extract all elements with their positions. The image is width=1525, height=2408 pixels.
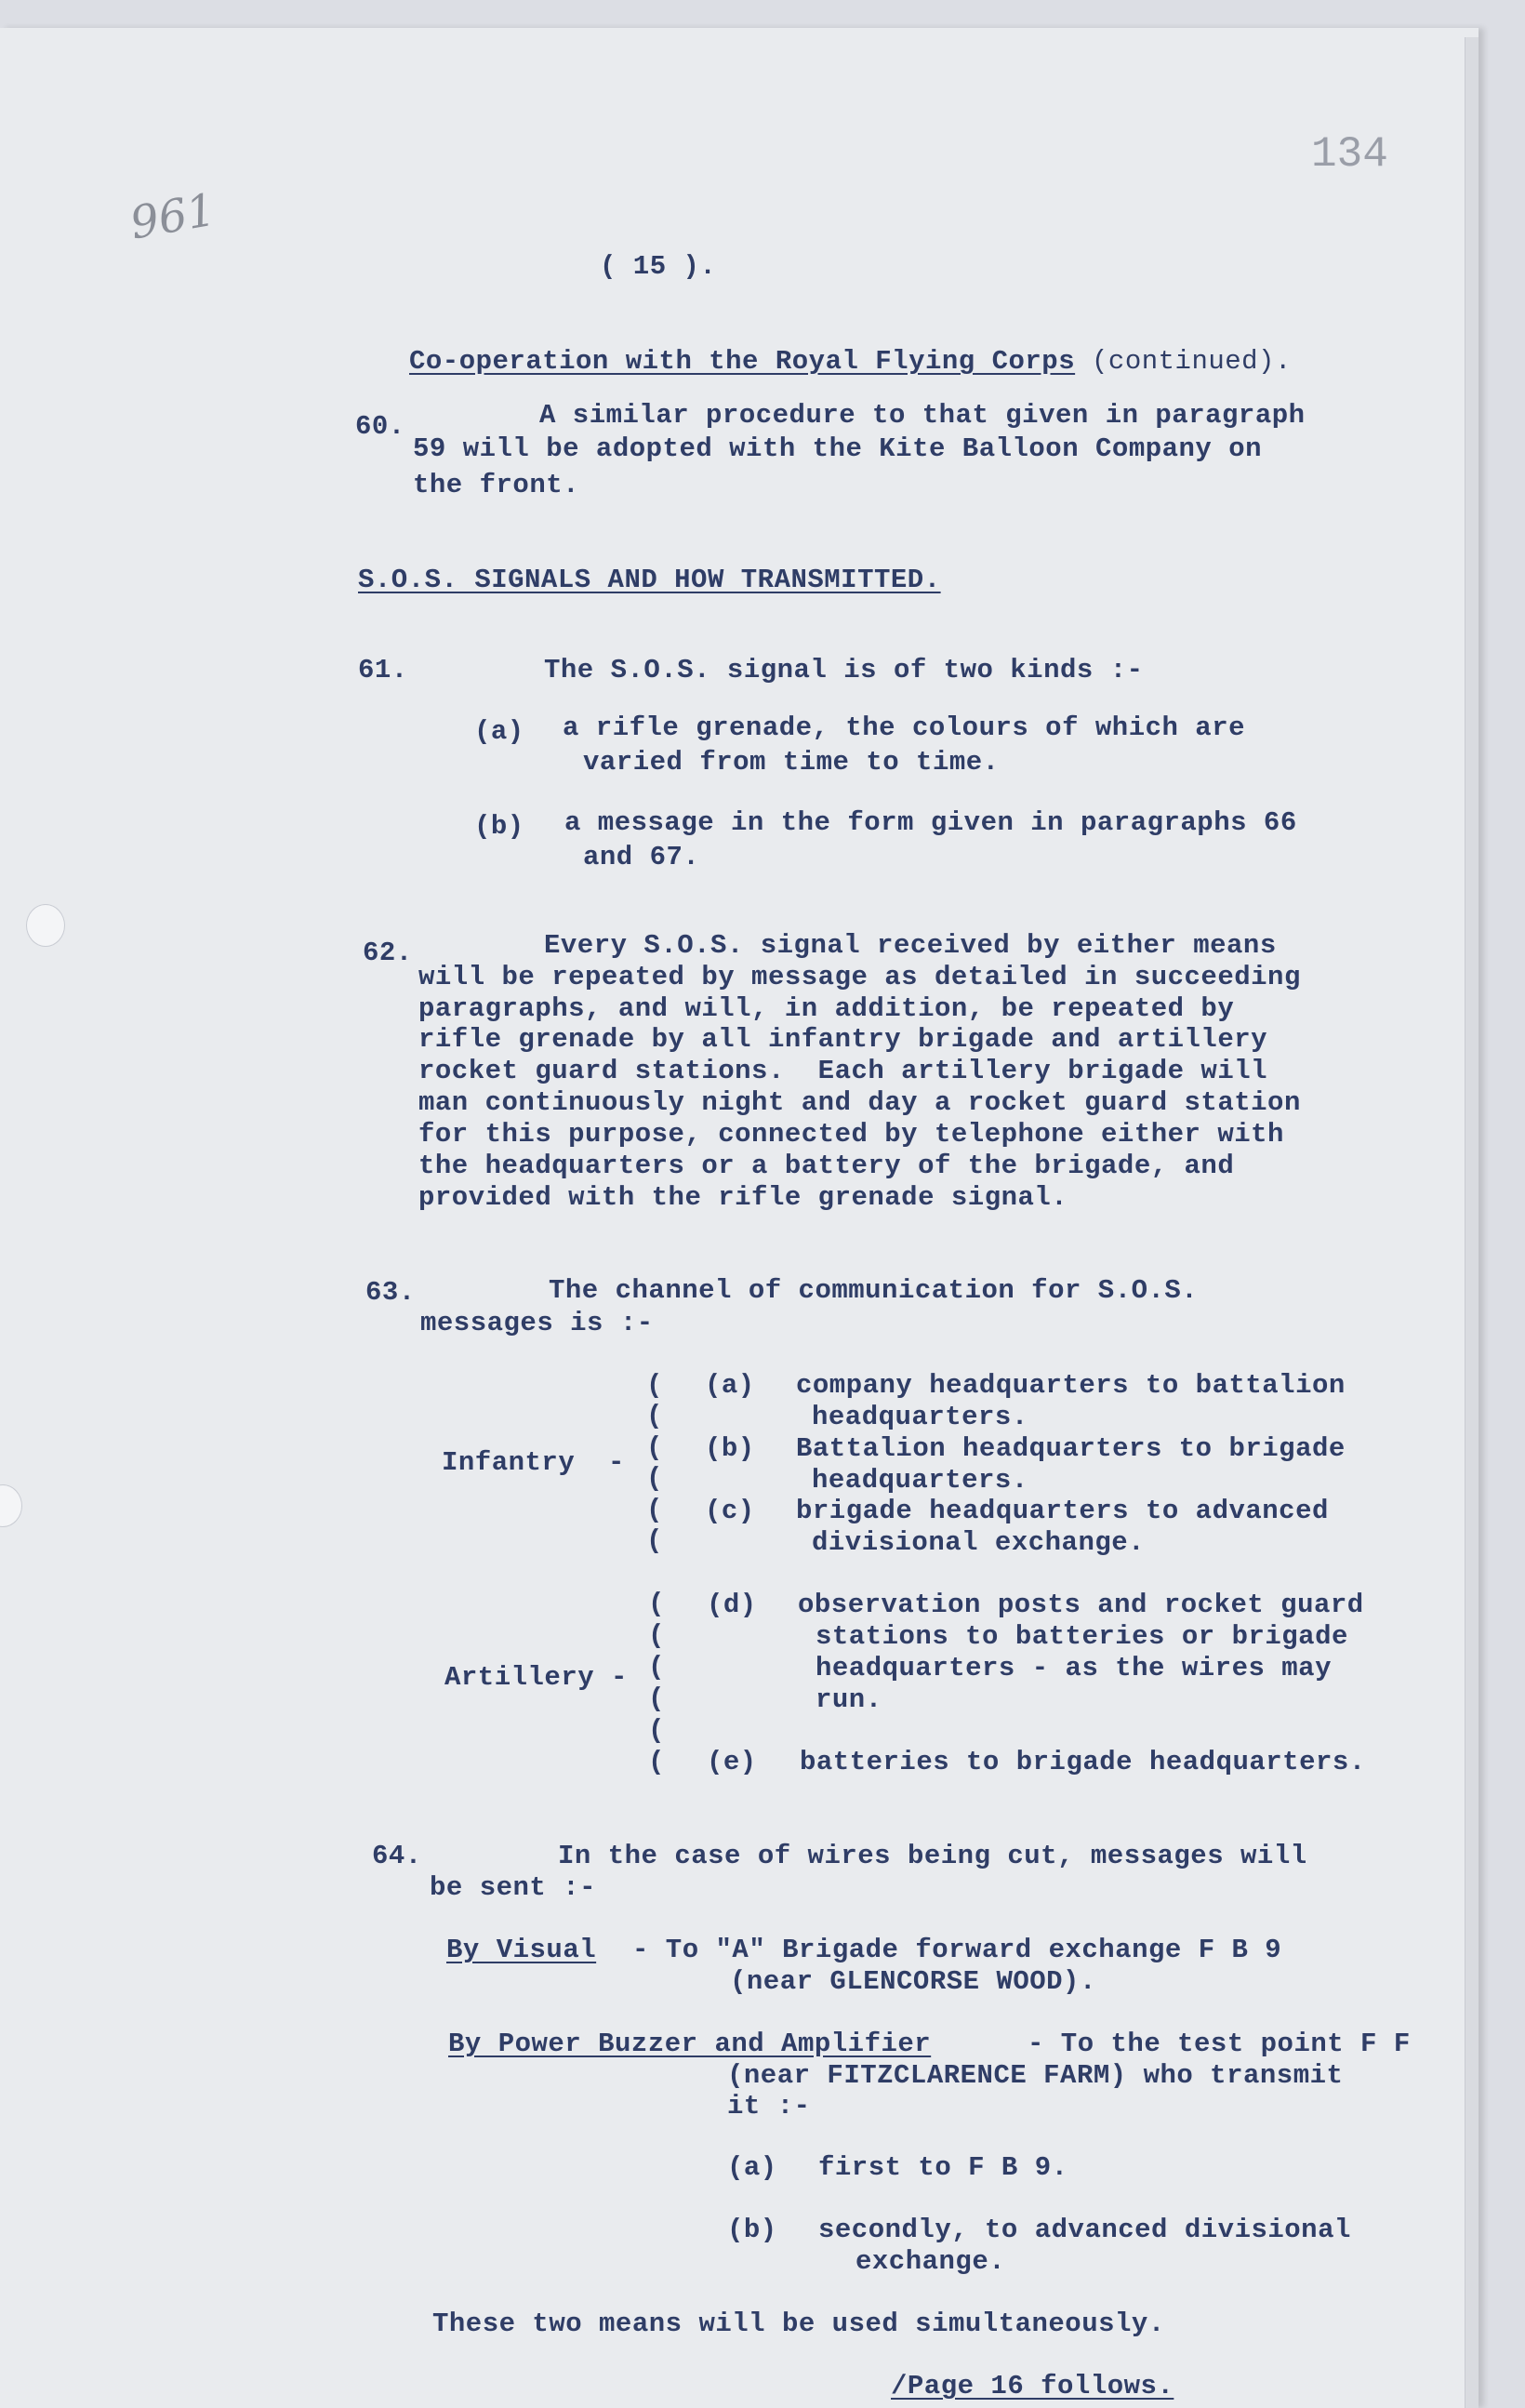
para64-line: In the case of wires being cut, messages will: [558, 1841, 1307, 1871]
para62-line: man continuously night and day a rocket guard station: [418, 1087, 1301, 1118]
brace-paren: (: [648, 1652, 665, 1683]
by-visual-label: By Visual: [446, 1935, 597, 1965]
brace-paren: (: [646, 1370, 663, 1401]
para63-item-label: (c): [705, 1496, 755, 1526]
para63-line: messages is :-: [420, 1308, 654, 1338]
by-buzzer-label: By Power Buzzer and Amplifier: [448, 2029, 932, 2059]
para64-closing: These two means will be used simultaneously.: [432, 2308, 1165, 2339]
sos-heading: S.O.S. SIGNALS AND HOW TRANSMITTED.: [358, 565, 941, 595]
para62-line: will be repeated by message as detailed in succeeding: [418, 962, 1301, 992]
para61-item-line: and 67.: [583, 842, 700, 872]
sheet-edge: [1465, 37, 1479, 2408]
para62-line: paragraphs, and will, in addition, be repeated by: [418, 993, 1235, 1024]
para61-item-line: a rifle grenade, the colours of which are: [563, 712, 1246, 743]
para64-item-label: (b): [727, 2215, 777, 2245]
para63-item-line: headquarters.: [812, 1402, 1028, 1432]
para63-number: 63.: [365, 1277, 416, 1308]
para63-item-line: brigade headquarters to advanced: [796, 1496, 1329, 1526]
brace-paren: (: [648, 1747, 665, 1777]
para63-item-label: (a): [705, 1370, 755, 1401]
para61-item-line: a message in the form given in paragraphs 66: [564, 807, 1297, 838]
brace-paren: (: [646, 1401, 663, 1431]
para64-item-label: (a): [727, 2152, 777, 2183]
para60-line: A similar procedure to that given in paragraph: [539, 400, 1306, 431]
para62-line: for this purpose, connected by telephone either with: [418, 1119, 1284, 1150]
by-buzzer-text: (near FITZCLARENCE FARM) who transmit: [727, 2060, 1344, 2091]
para64-number: 64.: [372, 1841, 422, 1871]
section-heading-suffix: (continued).: [1075, 346, 1292, 377]
para63-item-line: stations to batteries or brigade: [816, 1621, 1348, 1652]
para63-item-line: headquarters - as the wires may: [816, 1653, 1332, 1683]
para60-line: the front.: [413, 470, 580, 500]
folio-number: 134: [1311, 130, 1388, 179]
brace-paren: (: [648, 1683, 665, 1714]
para62-line: provided with the rifle grenade signal.: [418, 1182, 1068, 1213]
para61-number: 61.: [358, 655, 408, 685]
para61-intro: The S.O.S. signal is of two kinds :-: [544, 655, 1144, 685]
para61-item-label: (a): [474, 716, 524, 747]
para63-item-line: batteries to brigade headquarters.: [800, 1747, 1366, 1777]
brace-paren: (: [646, 1525, 663, 1556]
para63-item-line: observation posts and rocket guard: [798, 1590, 1364, 1620]
para64-item-line: exchange.: [855, 2246, 1006, 2277]
para62-line: rocket guard stations. Each artillery brigade will: [418, 1056, 1268, 1086]
para63-item-label: (b): [705, 1433, 755, 1464]
brace-paren: (: [648, 1715, 665, 1746]
section-heading: [409, 346, 1292, 378]
para64-line: be sent :-: [430, 1872, 597, 1903]
brace-paren: (: [646, 1495, 663, 1525]
para62-line: Every S.O.S. signal received by either means: [544, 930, 1277, 961]
brace-paren: (: [648, 1620, 665, 1651]
para60-number: 60.: [355, 411, 405, 442]
punch-hole: [26, 904, 65, 947]
para61-item-line: varied from time to time.: [583, 747, 1000, 778]
para62-number: 62.: [363, 938, 413, 968]
para64-item-line: first to F B 9.: [818, 2152, 1068, 2183]
brace-paren: (: [648, 1589, 665, 1619]
artillery-label: Artillery -: [444, 1662, 628, 1693]
by-buzzer-text: it :-: [727, 2091, 811, 2122]
para63-line: The channel of communication for S.O.S.: [549, 1275, 1199, 1306]
para62-line: the headquarters or a battery of the brigade, and: [418, 1151, 1235, 1181]
para63-item-line: company headquarters to battalion: [796, 1370, 1346, 1401]
para60-line: 59 will be adopted with the Kite Balloon Company on: [413, 433, 1263, 464]
para61-item-label: (b): [474, 811, 524, 842]
para63-item-line: Battalion headquarters to brigade: [796, 1433, 1346, 1464]
page-follows: /Page 16 follows.: [891, 2371, 1174, 2401]
by-visual-text: (near GLENCORSE WOOD).: [730, 1966, 1096, 1997]
page-number: ( 15 ).: [600, 251, 717, 282]
para63-item-line: divisional exchange.: [812, 1527, 1146, 1558]
brace-paren: (: [646, 1463, 663, 1494]
para63-item-label: (d): [707, 1590, 757, 1620]
by-visual-text: - To "A" Brigade forward exchange F B 9: [632, 1935, 1282, 1965]
para63-item-label: (e): [707, 1747, 757, 1777]
brace-paren: (: [646, 1432, 663, 1463]
handwritten-number: 961: [126, 183, 219, 250]
para63-item-line: run.: [816, 1684, 882, 1715]
para62-line: rifle grenade by all infantry brigade and artillery: [418, 1024, 1268, 1055]
infantry-label: Infantry -: [442, 1447, 625, 1478]
section-heading-title: Co-operation with the Royal Flying Corps: [409, 346, 1076, 377]
by-buzzer-text: - To the test point F F: [1028, 2029, 1411, 2059]
para63-item-line: headquarters.: [812, 1465, 1028, 1496]
para64-item-line: secondly, to advanced divisional: [818, 2215, 1351, 2245]
